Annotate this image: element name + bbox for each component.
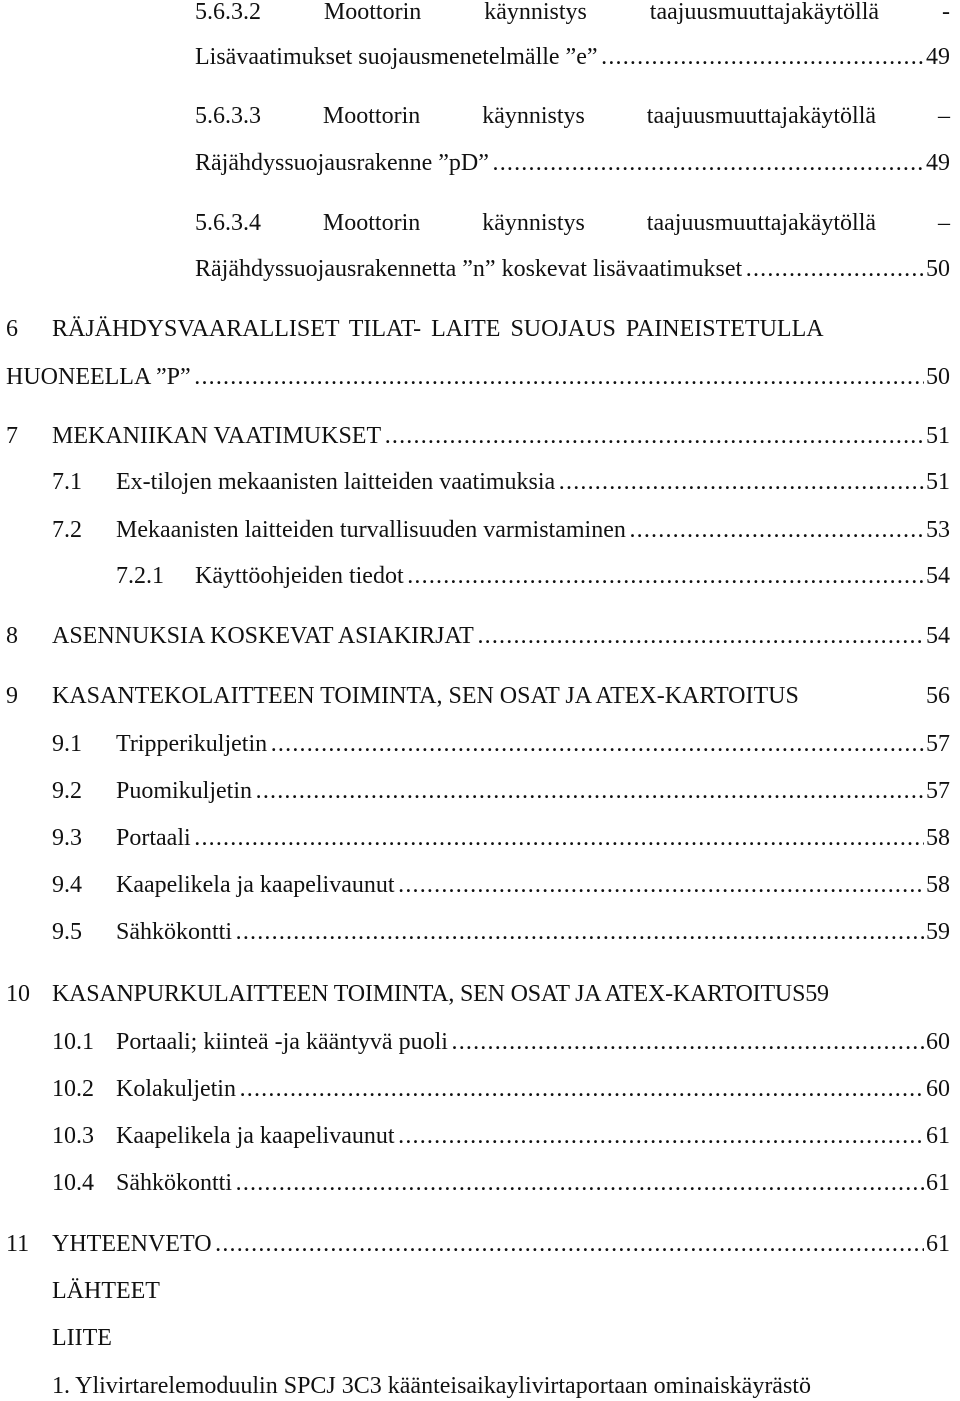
toc-page-number: 49 — [926, 150, 950, 176]
toc-entry-title[interactable]: Lisävaatimukset suojausmenetelmälle ”e” . . . — [195, 45, 935, 69]
toc-page-number: 58 — [926, 825, 950, 851]
toc-page-number: 61 — [926, 1231, 950, 1257]
toc-word: - — [941, 0, 950, 25]
toc-word: taajuusmuuttajakäytöllä — [646, 210, 877, 236]
toc-entry-11[interactable]: YHTEENVETO . . . — [52, 1232, 936, 1256]
toc-page-number: 50 — [926, 256, 950, 282]
toc-page-number: 51 — [926, 423, 950, 449]
toc-entry-10-1[interactable]: Portaali; kiinteä -ja kääntyvä puoli . . . — [116, 1030, 936, 1054]
toc-entry-lahteet[interactable]: LÄHTEET — [52, 1278, 160, 1304]
toc-page-number: 53 — [926, 517, 950, 543]
toc-word: taajuusmuuttajakäytöllä — [646, 103, 877, 129]
toc-entry-7-2[interactable]: Mekaanisten laitteiden turvallisuuden varmistaminen . . . — [116, 518, 936, 542]
toc-entry-liite-1[interactable]: 1. Ylivirtarelemoduulin SPCJ 3C3 käänteisaikaylivirtaportaan ominaiskäyrästö — [52, 1373, 811, 1399]
toc-page-number: 60 — [926, 1076, 950, 1102]
toc-number: 7.1 — [52, 469, 82, 495]
toc-entry-5-6-3-2[interactable] — [195, 0, 950, 24]
toc-entry-title[interactable]: Räjähdyssuojausrakenne ”pD” . . . — [195, 151, 935, 175]
toc-page-number: 57 — [926, 731, 950, 757]
toc-entry-7-1[interactable]: Ex-tilojen mekaanisten laitteiden vaatimuksia . . . — [116, 470, 936, 494]
toc-page-number: 57 — [926, 778, 950, 804]
toc-word: käynnistys — [482, 210, 585, 236]
toc-number: 9 — [6, 683, 18, 709]
toc-entry-10-2[interactable]: Kolakuljetin . . . — [116, 1077, 936, 1101]
toc-entry-10[interactable]: KASANPURKULAITTEEN TOIMINTA, SEN OSAT JA ATEX-KARTOITUS59 — [52, 981, 829, 1007]
toc-entry-9-5[interactable]: Sähkökontti . . . — [116, 920, 936, 944]
toc-word: – — [937, 210, 950, 236]
toc-page-number: 54 — [926, 563, 950, 589]
toc-entry-7-2-1[interactable]: Käyttöohjeiden tiedot . . . — [195, 564, 936, 588]
toc-number: 9.1 — [52, 731, 82, 757]
toc-word: Moottorin — [322, 210, 421, 236]
toc-word: Moottorin — [322, 103, 421, 129]
toc-entry-10-3[interactable]: Kaapelikela ja kaapelivaunut . . . — [116, 1124, 936, 1148]
toc-word: taajuusmuuttajakäytöllä — [649, 0, 880, 25]
toc-word: käynnistys — [484, 0, 587, 25]
toc-page-number: 59 — [926, 919, 950, 945]
toc-number: 10 — [6, 981, 30, 1007]
toc-word: Moottorin — [323, 0, 422, 25]
toc-page-number: 60 — [926, 1029, 950, 1055]
toc-number: 9.3 — [52, 825, 82, 851]
toc-entry-7[interactable]: MEKANIIKAN VAATIMUKSET . . . — [52, 424, 936, 448]
toc-number: 10.1 — [52, 1029, 94, 1055]
toc-entry-6-title[interactable]: RÄJÄHDYSVAARALLISET TILAT- LAITE SUOJAUS PAINEISTETULLA — [52, 316, 824, 342]
toc-number: 10.3 — [52, 1123, 94, 1149]
toc-number: 7.2.1 — [116, 563, 164, 589]
toc-page-number: 49 — [926, 44, 950, 70]
toc-entry-title[interactable]: Räjähdyssuojausrakennetta ”n” koskevat lisävaatimukset . . . — [195, 257, 935, 281]
toc-number: 9.2 — [52, 778, 82, 804]
toc-entry-title[interactable]: HUONEELLA ”P” . . . — [6, 365, 936, 389]
toc-entry-5-6-3-4[interactable] — [195, 211, 950, 235]
toc-page-number: 61 — [926, 1170, 950, 1196]
toc-page-number: 54 — [926, 623, 950, 649]
toc-entry-9-1[interactable]: Tripperikuljetin . . . — [116, 732, 936, 756]
toc-number: 5.6.3.3 — [195, 103, 261, 129]
toc-entry-9[interactable]: KASANTEKOLAITTEEN TOIMINTA, SEN OSAT JA ATEX-KARTOITUS — [52, 683, 799, 709]
toc-page-number: 61 — [926, 1123, 950, 1149]
toc-number: 10.2 — [52, 1076, 94, 1102]
toc-entry-5-6-3-3[interactable] — [195, 104, 950, 128]
toc-number: 5.6.3.2 — [195, 0, 261, 25]
toc-number: 11 — [6, 1231, 30, 1257]
toc-number: 9.4 — [52, 872, 82, 898]
toc-number: 7.2 — [52, 517, 82, 543]
toc-entry-9-4[interactable]: Kaapelikela ja kaapelivaunut . . . — [116, 873, 936, 897]
toc-page-number: 51 — [926, 469, 950, 495]
toc-number: 6 — [6, 316, 18, 342]
toc-number: 5.6.3.4 — [195, 210, 261, 236]
toc-word: – — [937, 103, 950, 129]
toc-number: 7 — [6, 423, 18, 449]
toc-entry-9-3[interactable]: Portaali . . . — [116, 826, 936, 850]
toc-word: käynnistys — [482, 103, 585, 129]
toc-page-number: 58 — [926, 872, 950, 898]
toc-page-number: 50 — [926, 364, 950, 390]
toc-number: 9.5 — [52, 919, 82, 945]
toc-entry-8[interactable]: ASENNUKSIA KOSKEVAT ASIAKIRJAT . . . — [52, 624, 936, 648]
toc-entry-liite[interactable]: LIITE — [52, 1325, 112, 1351]
toc-number: 8 — [6, 623, 18, 649]
toc-number: 10.4 — [52, 1170, 94, 1196]
toc-entry-10-4[interactable]: Sähkökontti . . . — [116, 1171, 936, 1195]
toc-entry-9-2[interactable]: Puomikuljetin . . . — [116, 779, 936, 803]
toc-page-number: 56 — [926, 683, 950, 709]
